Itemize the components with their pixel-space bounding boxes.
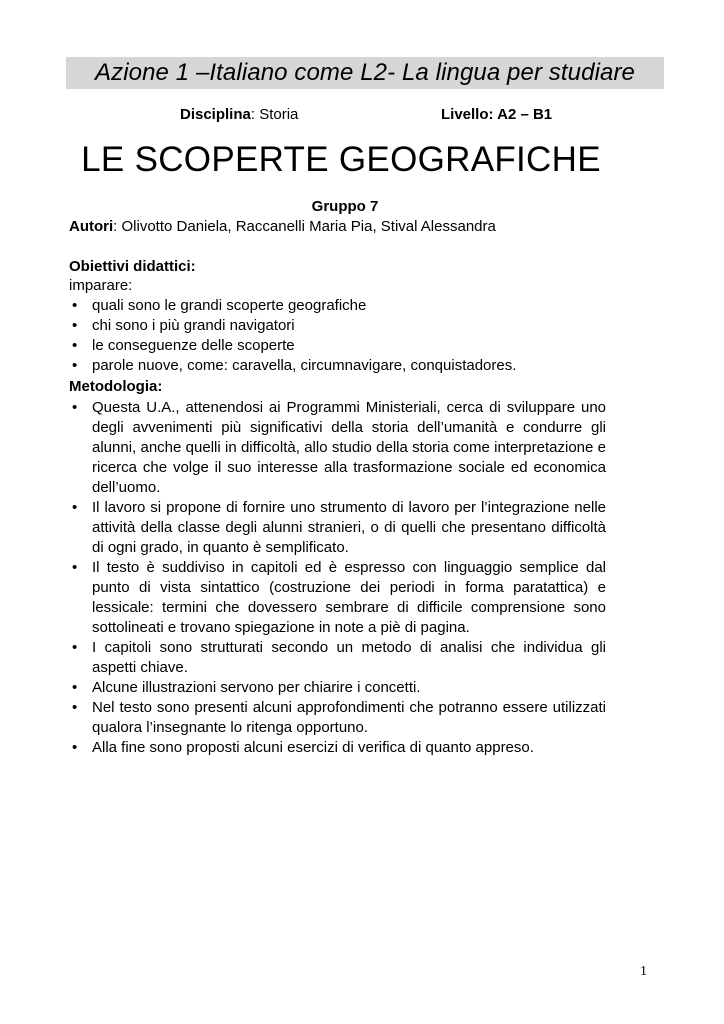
list-item-text: Alla fine sono proposti alcuni esercizi di verifica di quanto appreso. xyxy=(92,739,534,756)
bullet-icon: • xyxy=(72,739,78,756)
objectives-intro: imparare: xyxy=(69,277,133,294)
discipline-label: Disciplina xyxy=(180,106,251,123)
list-item-text: le conseguenze delle scoperte xyxy=(92,337,295,354)
group-label: Gruppo 7 xyxy=(311,198,379,215)
bullet-icon: • xyxy=(72,559,78,576)
bullet-icon: • xyxy=(72,679,78,696)
list-item xyxy=(69,316,606,336)
bullet-icon: • xyxy=(72,317,78,334)
list-item xyxy=(69,738,606,758)
list-item-text: I capitoli sono strutturati secondo un metodo di analisi che individua gli aspetti chiave. xyxy=(92,639,606,676)
document-title: LE SCOPERTE GEOGRAFICHE xyxy=(81,140,601,179)
list-item xyxy=(69,498,606,558)
list-item xyxy=(69,398,606,498)
list-item-text: Il testo è suddiviso in capitoli ed è espresso con linguaggio semplice dal punto di vista sintattico (costruzione dei periodi in forma paratattica) e lessicale: termini che dovessero sembrare di difficile comprensione sono sottolineati e trovano spiegazione in note a piè di pagina. xyxy=(92,559,606,636)
banner-title: Azione 1 –Italiano come L2- La lingua per studiare xyxy=(94,59,635,86)
discipline-value: : Storia xyxy=(250,106,299,123)
list-item xyxy=(69,336,606,356)
methodology-heading: Metodologia: xyxy=(69,378,163,395)
bullet-icon: • xyxy=(72,297,78,314)
list-item-text: quali sono le grandi scoperte geografiche xyxy=(92,297,367,314)
bullet-icon: • xyxy=(72,499,78,516)
authors-label: Autori xyxy=(69,218,114,235)
bullet-icon: • xyxy=(72,399,78,416)
discipline-line xyxy=(180,105,298,125)
level-label: Livello: A2 – B1 xyxy=(441,106,553,123)
header-banner xyxy=(66,57,664,89)
authors-value: : Olivotto Daniela, Raccanelli Maria Pia, Stival Alessandra xyxy=(113,218,496,235)
list-item xyxy=(69,558,606,638)
list-item xyxy=(69,638,606,678)
list-item-text: Questa U.A., attenendosi ai Programmi Ministeriali, cerca di sviluppare uno degli avvenimenti più significativi della storia dell’umanità e condurre gli alunni, anche quelli in difficoltà, allo studio della storia come interpretazione e ricerca che volge il suo interesse alla trasformazione sociale ed economica dell’uomo. xyxy=(92,399,606,496)
objectives-list xyxy=(69,296,606,376)
bullet-icon: • xyxy=(72,357,78,374)
list-item-text: parole nuove, come: caravella, circumnavigare, conquistadores. xyxy=(92,357,517,374)
level-line xyxy=(441,105,552,125)
methodology-list xyxy=(69,398,606,758)
list-item-text: Alcune illustrazioni servono per chiarire i concetti. xyxy=(92,679,421,696)
list-item-text: chi sono i più grandi navigatori xyxy=(92,317,295,334)
list-item xyxy=(69,678,606,698)
list-item xyxy=(69,698,606,738)
list-item xyxy=(69,296,606,316)
authors-line xyxy=(69,217,496,237)
objectives-heading: Obiettivi didattici: xyxy=(69,258,196,275)
list-item-text: Nel testo sono presenti alcuni approfondimenti che potranno essere utilizzati qualora l’insegnante lo ritenga opportuno. xyxy=(92,699,606,736)
page-number: 1 xyxy=(640,964,647,979)
list-item-text: Il lavoro si propone di fornire uno strumento di lavoro per l’integrazione nelle attività della classe degli alunni stranieri, o di quelli che presentano difficoltà di ogni grado, in quanto è semplificato. xyxy=(92,499,606,556)
bullet-icon: • xyxy=(72,337,78,354)
bullet-icon: • xyxy=(72,699,78,716)
bullet-icon: • xyxy=(72,639,78,656)
list-item xyxy=(69,356,606,376)
